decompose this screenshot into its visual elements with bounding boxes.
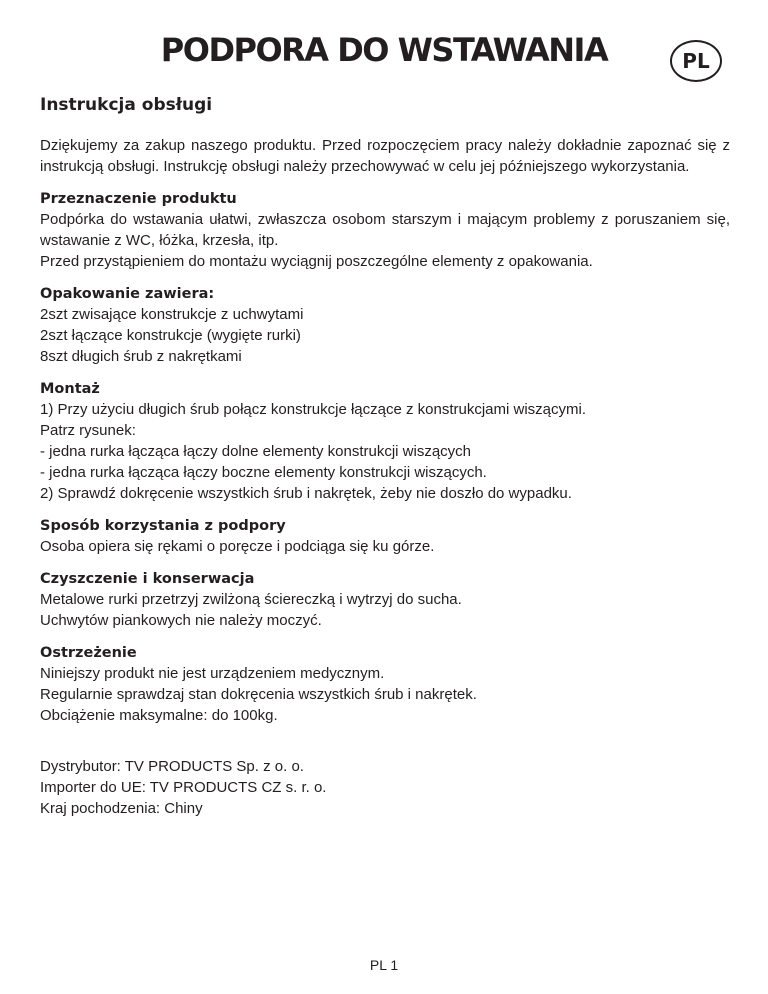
section-title: Sposób korzystania z podpory [40, 518, 286, 534]
section-assembly [40, 379, 730, 504]
section-usage [40, 516, 730, 557]
section-text: - jedna rurka łącząca łączy boczne elementy konstrukcji wiszących. [40, 464, 487, 481]
section-package-contents [40, 284, 730, 367]
distributor-info [40, 756, 730, 819]
section-text: Regularnie sprawdzaj stan dokręcenia wszystkich śrub i nakrętek. [40, 686, 477, 703]
section-text: Osoba opiera się rękami o poręcze i podciąga się ku górze. [40, 538, 435, 555]
section-text: Metalowe rurki przetrzyj zwilżoną ściereczką i wytrzyj do sucha. [40, 591, 462, 608]
distributor-line: Dystrybutor: TV PRODUCTS Sp. z o. o. [40, 758, 304, 775]
list-item: 2szt łączące konstrukcje (wygięte rurki) [40, 327, 301, 344]
importer-line: Importer do UE: TV PRODUCTS CZ s. r. o. [40, 779, 327, 796]
list-item: 8szt długich śrub z nakrętkami [40, 348, 242, 365]
document-body [40, 93, 730, 819]
intro-paragraph: Dziękujemy za zakup naszego produktu. Przed rozpoczęciem pracy należy dokładnie zapoznać się z instrukcją obsługi. Instrukcję obsługi należy przechowywać w celu jej późniejszego wykorzystania. [40, 137, 730, 175]
section-text: Patrz rysunek: [40, 422, 136, 439]
section-text: 1) Przy użyciu długich śrub połącz konstrukcje łączące z konstrukcjami wiszącymi. [40, 401, 587, 418]
section-purpose [40, 189, 730, 272]
language-badge: PL [670, 40, 722, 82]
section-cleaning [40, 569, 730, 631]
section-text: - jedna rurka łącząca łączy dolne elementy konstrukcji wiszących [40, 443, 472, 460]
list-item: 2szt zwisające konstrukcje z uchwytami [40, 306, 304, 323]
page-title: PODPORA DO WSTAWANIA [160, 31, 608, 69]
section-text: Niniejszy produkt nie jest urządzeniem medycznym. [40, 665, 385, 682]
page-number: PL 1 [369, 957, 399, 973]
section-title: Przeznaczenie produktu [40, 191, 237, 207]
section-title: Montaż [40, 381, 100, 397]
section-title: Ostrzeżenie [40, 645, 137, 661]
section-text: Przed przystąpieniem do montażu wyciągnij poszczególne elementy z opakowania. [40, 253, 593, 270]
section-warning [40, 643, 730, 726]
section-text: Obciążenie maksymalne: do 100kg. [40, 707, 278, 724]
origin-line: Kraj pochodzenia: Chiny [40, 800, 203, 817]
section-text: Podpórka do wstawania ułatwi, zwłaszcza osobom starszym i mającym problemy z poruszaniem się, wstawanie z WC, łóżka, krzesła, itp. [40, 211, 730, 249]
section-text: Uchwytów piankowych nie należy moczyć. [40, 612, 322, 629]
section-title: Czyszczenie i konserwacja [40, 571, 255, 587]
manual-heading: Instrukcja obsługi [40, 95, 213, 115]
section-title: Opakowanie zawiera: [40, 286, 215, 302]
section-text: 2) Sprawdź dokręcenie wszystkich śrub i nakrętek, żeby nie doszło do wypadku. [40, 485, 572, 502]
